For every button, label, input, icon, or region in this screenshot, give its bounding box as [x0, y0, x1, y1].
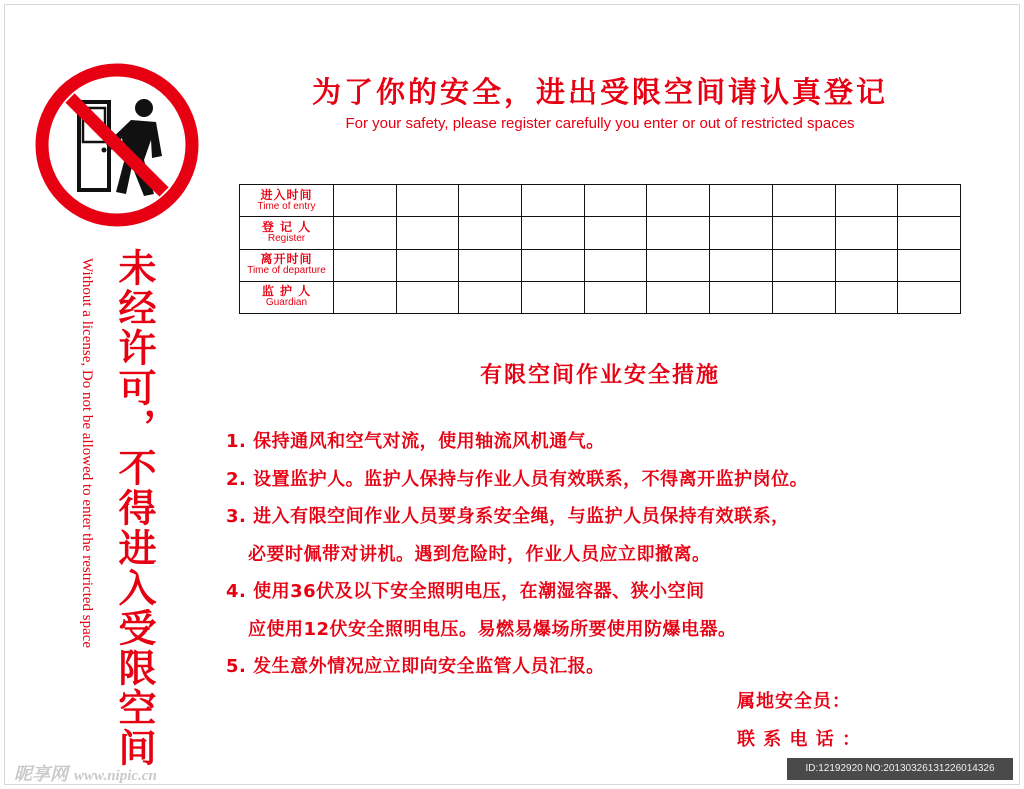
row-header [240, 249, 334, 281]
row-header-cn: 登 记 人 [261, 219, 312, 234]
row-header-en: Guardian [265, 297, 308, 309]
measure-line: 应使用12伏安全照明电压。易燃易爆场所要使用防爆电器。 [248, 618, 737, 640]
entry-cell[interactable] [772, 217, 835, 249]
entry-cell[interactable] [522, 217, 585, 249]
measure-line: 2. 设置监护人。监护人保持与作业人员有效联系，不得离开监护岗位。 [226, 468, 809, 490]
entry-cell[interactable] [584, 281, 647, 313]
watermark [14, 760, 157, 786]
entry-cell[interactable] [584, 249, 647, 281]
page-subtitle: For your safety, please register carefully you enter or out of restricted spaces [345, 115, 855, 132]
entry-cell[interactable] [647, 217, 710, 249]
officer-label: 属地安全员： [737, 691, 851, 712]
table-row [240, 281, 961, 313]
row-header [240, 217, 334, 249]
entry-cell[interactable] [522, 185, 585, 217]
entry-cell[interactable] [396, 185, 459, 217]
measure-line: 1. 保持通风和空气对流，使用轴流风机通气。 [226, 431, 605, 452]
row-header-en: Register [267, 232, 306, 244]
measure-line: 4. 使用36伏及以下安全照明电压，在潮湿容器、狭小空间 [226, 581, 705, 602]
entry-cell[interactable] [459, 185, 522, 217]
row-header [240, 185, 334, 217]
entry-cell[interactable] [772, 185, 835, 217]
entry-cell[interactable] [835, 249, 898, 281]
entry-cell[interactable] [710, 281, 773, 313]
measure-line: 3. 进入有限空间作业人员要身系安全绳，与监护人员保持有效联系， [226, 506, 790, 527]
row-header-en: Time of entry [257, 200, 316, 212]
entry-cell[interactable] [522, 281, 585, 313]
table-row [240, 249, 961, 281]
table-row [240, 217, 961, 249]
footer [737, 688, 861, 764]
row-header-en: Time of departure [247, 265, 326, 277]
vertical-warning-en: Without a license, Do not be allowed to enter the restricted space [79, 258, 95, 649]
entry-cell[interactable] [835, 185, 898, 217]
entry-cell[interactable] [898, 217, 961, 249]
image-id-bar: ID:12192920 NO:20130326131226014326 [787, 758, 1013, 780]
entry-cell[interactable] [710, 249, 773, 281]
entry-cell[interactable] [710, 217, 773, 249]
entry-cell[interactable] [334, 217, 397, 249]
entry-cell[interactable] [835, 217, 898, 249]
row-header [240, 281, 334, 313]
watermark-url: www.nipic.cn [74, 768, 157, 784]
entry-cell[interactable] [835, 281, 898, 313]
entry-cell[interactable] [396, 249, 459, 281]
entry-cell[interactable] [459, 249, 522, 281]
page-title: 为了你的安全，进出受限空间请认真登记 [311, 75, 888, 109]
phone-label: 联 系 电 话 ： [737, 729, 862, 750]
entry-cell[interactable] [584, 185, 647, 217]
entry-cell[interactable] [334, 281, 397, 313]
measures-list [226, 428, 986, 691]
register-table [239, 184, 961, 314]
measures-title: 有限空间作业安全措施 [479, 363, 720, 388]
entry-cell[interactable] [584, 217, 647, 249]
entry-cell[interactable] [647, 249, 710, 281]
entry-cell[interactable] [459, 281, 522, 313]
entry-cell[interactable] [396, 281, 459, 313]
row-header-cn: 监 护 人 [261, 284, 312, 299]
entry-cell[interactable] [647, 185, 710, 217]
vertical-warning-cn: 未经许可，不得进入受限空间 [112, 248, 156, 768]
table-row [240, 185, 961, 217]
entry-cell[interactable] [334, 249, 397, 281]
entry-cell[interactable] [772, 281, 835, 313]
row-header-cn: 离开时间 [260, 252, 313, 267]
entry-cell[interactable] [898, 281, 961, 313]
entry-cell[interactable] [772, 249, 835, 281]
entry-cell[interactable] [459, 217, 522, 249]
entry-cell[interactable] [898, 185, 961, 217]
entry-cell[interactable] [647, 281, 710, 313]
row-header-cn: 进入时间 [260, 187, 313, 202]
entry-cell[interactable] [898, 249, 961, 281]
measure-line: 必要时佩带对讲机。遇到危险时，作业人员应立即撤离。 [248, 543, 711, 565]
entry-cell[interactable] [396, 217, 459, 249]
entry-cell[interactable] [710, 185, 773, 217]
measure-line: 5. 发生意外情况应立即向安全监管人员汇报。 [226, 656, 605, 677]
no-entry-person-door-icon [34, 62, 200, 228]
entry-cell[interactable] [522, 249, 585, 281]
watermark-brand: 昵享网 [14, 764, 68, 785]
entry-cell[interactable] [334, 185, 397, 217]
